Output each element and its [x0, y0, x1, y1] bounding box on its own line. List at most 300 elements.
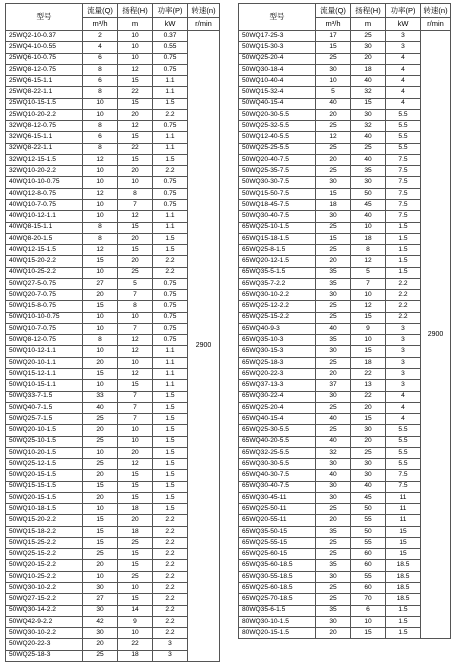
- model-cell: 65WQ35-50-15: [239, 526, 316, 537]
- power-cell: 3: [386, 42, 421, 53]
- power-cell: 1.1: [153, 346, 188, 357]
- table-row: [6, 470, 220, 481]
- flow-cell: 35: [316, 526, 351, 537]
- table-row: [239, 64, 451, 75]
- head-cell: 18: [118, 650, 153, 661]
- model-cell: 40WQ8-15-1.1: [6, 222, 83, 233]
- model-cell: 65WQ25-20-4: [239, 402, 316, 413]
- table-row: [239, 549, 451, 560]
- head-cell: 50: [351, 188, 386, 199]
- table-row: [239, 470, 451, 481]
- power-cell: 2.2: [153, 583, 188, 594]
- model-cell: 25WQ6-10-0.75: [6, 53, 83, 64]
- unit-speed: r/min: [421, 17, 451, 31]
- table-row: [6, 560, 220, 571]
- head-cell: 12: [118, 335, 153, 346]
- power-cell: 1.1: [153, 76, 188, 87]
- head-cell: 6: [351, 605, 386, 616]
- model-cell: 65WQ40-20-5.5: [239, 436, 316, 447]
- power-cell: 18.5: [386, 560, 421, 571]
- flow-cell: 10: [83, 504, 118, 515]
- model-cell: 65WQ25-50-11: [239, 504, 316, 515]
- model-cell: 50WQ15-15-1.5: [6, 481, 83, 492]
- table-row: [6, 222, 220, 233]
- table-row: [239, 87, 451, 98]
- power-cell: 3: [153, 639, 188, 650]
- flow-cell: 37: [316, 380, 351, 391]
- model-cell: 50WQ20-7-0.75: [6, 290, 83, 301]
- table-row: [239, 199, 451, 210]
- head-cell: 20: [351, 402, 386, 413]
- head-cell: 55: [351, 515, 386, 526]
- power-cell: 3: [386, 380, 421, 391]
- power-cell: 2.2: [153, 537, 188, 548]
- model-cell: 50WQ25-18-3: [6, 650, 83, 661]
- table-row: [239, 357, 451, 368]
- unit-head: m: [351, 17, 386, 31]
- flow-cell: 35: [316, 278, 351, 289]
- flow-cell: 15: [316, 42, 351, 53]
- unit-power: kW: [153, 17, 188, 31]
- power-cell: 2.2: [153, 109, 188, 120]
- head-cell: 10: [118, 53, 153, 64]
- head-cell: 18: [351, 64, 386, 75]
- flow-cell: 10: [83, 166, 118, 177]
- header-head: 扬程(H): [118, 4, 153, 18]
- power-cell: 3: [386, 31, 421, 42]
- flow-cell: 18: [316, 199, 351, 210]
- power-cell: 5.5: [386, 143, 421, 154]
- table-row: [6, 459, 220, 470]
- model-cell: 65WQ25-12-2.2: [239, 301, 316, 312]
- power-cell: 2.2: [153, 616, 188, 627]
- head-cell: 22: [118, 143, 153, 154]
- table-row: [239, 571, 451, 582]
- header-flow: 流量(Q): [316, 4, 351, 18]
- flow-cell: 6: [83, 76, 118, 87]
- table-row: [6, 583, 220, 594]
- head-cell: 15: [118, 76, 153, 87]
- table-row: [239, 515, 451, 526]
- model-cell: 50WQ30-30-7.5: [239, 177, 316, 188]
- model-cell: 50WQ33-7-1.5: [6, 391, 83, 402]
- model-cell: 65WQ25-60-18.5: [239, 583, 316, 594]
- power-cell: 0.75: [153, 335, 188, 346]
- power-cell: 3: [386, 346, 421, 357]
- head-cell: 15: [118, 549, 153, 560]
- pump-spec-table-right: [238, 3, 451, 639]
- head-cell: 10: [118, 42, 153, 53]
- head-cell: 9: [118, 616, 153, 627]
- model-cell: 50WQ10-40-4: [239, 76, 316, 87]
- table-row: [239, 605, 451, 616]
- flow-cell: 20: [316, 515, 351, 526]
- model-cell: 50WQ27-15-2.2: [6, 594, 83, 605]
- table-row: [239, 53, 451, 64]
- head-cell: 7: [118, 402, 153, 413]
- head-cell: 5: [351, 267, 386, 278]
- power-cell: 2.2: [153, 256, 188, 267]
- power-cell: 1.5: [153, 414, 188, 425]
- table-row: [6, 571, 220, 582]
- power-cell: 7.5: [386, 481, 421, 492]
- model-cell: 65WQ35-60-18.5: [239, 560, 316, 571]
- model-cell: 25WQ10-15-1.5: [6, 98, 83, 109]
- model-cell: 50WQ30-14-2.2: [6, 605, 83, 616]
- table-row: [239, 278, 451, 289]
- head-cell: 9: [351, 323, 386, 334]
- table-row: [239, 391, 451, 402]
- table-row: [6, 256, 220, 267]
- flow-cell: 15: [316, 233, 351, 244]
- head-cell: 10: [118, 312, 153, 323]
- table-row: [6, 492, 220, 503]
- flow-cell: 15: [83, 368, 118, 379]
- head-cell: 12: [118, 368, 153, 379]
- head-cell: 20: [118, 256, 153, 267]
- power-cell: 4: [386, 53, 421, 64]
- flow-cell: 15: [316, 188, 351, 199]
- table-row: [6, 357, 220, 368]
- flow-cell: 10: [83, 571, 118, 582]
- model-cell: 40WQ8-20-1.5: [6, 233, 83, 244]
- power-cell: 4: [386, 87, 421, 98]
- head-cell: 15: [351, 312, 386, 323]
- head-cell: 15: [118, 245, 153, 256]
- table-row: [6, 245, 220, 256]
- head-cell: 25: [351, 31, 386, 42]
- table-row: [239, 628, 451, 639]
- table-row: [6, 132, 220, 143]
- table-row: [6, 628, 220, 639]
- model-cell: 50WQ40-7-1.5: [6, 402, 83, 413]
- power-cell: 1.5: [386, 628, 421, 639]
- head-cell: 15: [351, 414, 386, 425]
- model-cell: 50WQ15-12-1.1: [6, 368, 83, 379]
- head-cell: 15: [118, 222, 153, 233]
- flow-cell: 8: [83, 87, 118, 98]
- flow-cell: 20: [316, 368, 351, 379]
- flow-cell: 5: [316, 87, 351, 98]
- table-row: [6, 335, 220, 346]
- power-cell: 0.37: [153, 31, 188, 42]
- table-row: [239, 256, 451, 267]
- speed-cell: 2900: [188, 31, 220, 662]
- flow-cell: 25: [316, 121, 351, 132]
- flow-cell: 10: [83, 323, 118, 334]
- table-row: [239, 143, 451, 154]
- flow-cell: 2: [83, 31, 118, 42]
- head-cell: 15: [118, 492, 153, 503]
- model-cell: 50WQ40-15-4: [239, 98, 316, 109]
- power-cell: 1.5: [153, 447, 188, 458]
- model-cell: 65WQ35-10-3: [239, 335, 316, 346]
- flow-cell: 15: [83, 481, 118, 492]
- model-cell: 65WQ25-8-1.5: [239, 245, 316, 256]
- table-row: [239, 222, 451, 233]
- head-cell: 60: [351, 583, 386, 594]
- head-cell: 15: [118, 481, 153, 492]
- head-cell: 12: [351, 301, 386, 312]
- model-cell: 65WQ40-15-4: [239, 414, 316, 425]
- model-cell: 65WQ30-45-11: [239, 492, 316, 503]
- table-row: [6, 639, 220, 650]
- power-cell: 0.75: [153, 301, 188, 312]
- table-row: [6, 166, 220, 177]
- model-cell: 50WQ30-18-4: [239, 64, 316, 75]
- head-cell: 10: [351, 335, 386, 346]
- power-cell: 4: [386, 64, 421, 75]
- flow-cell: 25: [316, 143, 351, 154]
- head-cell: 7: [118, 323, 153, 334]
- model-cell: 50WQ30-10-2.2: [6, 628, 83, 639]
- flow-cell: 20: [83, 492, 118, 503]
- flow-cell: 10: [83, 109, 118, 120]
- power-cell: 3: [153, 650, 188, 661]
- power-cell: 7.5: [386, 177, 421, 188]
- table-row: [6, 143, 220, 154]
- model-cell: 65WQ32-25-5.5: [239, 447, 316, 458]
- power-cell: 1.5: [153, 425, 188, 436]
- power-cell: 2.2: [386, 278, 421, 289]
- flow-cell: 30: [316, 459, 351, 470]
- power-cell: 0.75: [153, 64, 188, 75]
- table-row: [6, 177, 220, 188]
- head-cell: 7: [118, 290, 153, 301]
- power-cell: 7.5: [386, 166, 421, 177]
- power-cell: 0.75: [153, 323, 188, 334]
- head-cell: 7: [118, 414, 153, 425]
- head-cell: 15: [118, 98, 153, 109]
- flow-cell: 8: [83, 121, 118, 132]
- table-row: [239, 402, 451, 413]
- table-row: [6, 312, 220, 323]
- power-cell: 15: [386, 526, 421, 537]
- model-cell: 80WQ35-6-1.5: [239, 605, 316, 616]
- flow-cell: 30: [316, 177, 351, 188]
- power-cell: 1.1: [153, 87, 188, 98]
- power-cell: 2.2: [153, 549, 188, 560]
- model-cell: 50WQ20-15-1.5: [6, 470, 83, 481]
- head-cell: 70: [351, 594, 386, 605]
- flow-cell: 15: [83, 301, 118, 312]
- flow-cell: 20: [316, 628, 351, 639]
- model-cell: 50WQ10-7-0.75: [6, 323, 83, 334]
- flow-cell: 40: [316, 470, 351, 481]
- table-row: [239, 537, 451, 548]
- model-cell: 25WQ8-12-0.75: [6, 64, 83, 75]
- power-cell: 1.5: [153, 481, 188, 492]
- table-row: [6, 211, 220, 222]
- flow-cell: 25: [316, 357, 351, 368]
- model-cell: 65WQ20-12-1.5: [239, 256, 316, 267]
- table-row: [6, 504, 220, 515]
- flow-cell: 30: [316, 481, 351, 492]
- power-cell: 11: [386, 504, 421, 515]
- table-row: [6, 391, 220, 402]
- head-cell: 18: [351, 233, 386, 244]
- table-row: [239, 368, 451, 379]
- head-cell: 10: [118, 425, 153, 436]
- head-cell: 13: [351, 380, 386, 391]
- model-cell: 65WQ30-22-4: [239, 391, 316, 402]
- model-cell: 65WQ25-18-3: [239, 357, 316, 368]
- flow-cell: 15: [83, 256, 118, 267]
- flow-cell: 25: [316, 402, 351, 413]
- head-cell: 20: [118, 166, 153, 177]
- power-cell: 2.2: [153, 515, 188, 526]
- head-cell: 55: [351, 571, 386, 582]
- model-cell: 65WQ37-13-3: [239, 380, 316, 391]
- power-cell: 2.2: [153, 628, 188, 639]
- flow-cell: 15: [83, 526, 118, 537]
- table-row: [239, 594, 451, 605]
- flow-cell: 20: [83, 290, 118, 301]
- power-cell: 0.75: [153, 121, 188, 132]
- table-row: [6, 233, 220, 244]
- flow-cell: 20: [83, 357, 118, 368]
- flow-cell: 10: [83, 312, 118, 323]
- model-cell: 25WQ2-10-0.37: [6, 31, 83, 42]
- model-cell: 65WQ30-10-2.2: [239, 290, 316, 301]
- table-row: [6, 515, 220, 526]
- head-cell: 10: [118, 357, 153, 368]
- flow-cell: 25: [83, 459, 118, 470]
- head-cell: 8: [118, 188, 153, 199]
- flow-cell: 6: [83, 132, 118, 143]
- table-row: [239, 335, 451, 346]
- power-cell: 18.5: [386, 594, 421, 605]
- flow-cell: 15: [83, 537, 118, 548]
- power-cell: 2.2: [386, 312, 421, 323]
- model-cell: 50WQ25-20-4: [239, 53, 316, 64]
- model-cell: 50WQ20-22-3: [6, 639, 83, 650]
- model-cell: 25WQ8-22-1.1: [6, 87, 83, 98]
- flow-cell: 10: [83, 447, 118, 458]
- table-row: [6, 53, 220, 64]
- model-cell: 50WQ17-25-3: [239, 31, 316, 42]
- flow-cell: 20: [316, 109, 351, 120]
- power-cell: 0.75: [153, 290, 188, 301]
- model-cell: 65WQ25-30-5.5: [239, 425, 316, 436]
- head-cell: 40: [351, 481, 386, 492]
- flow-cell: 40: [83, 402, 118, 413]
- power-cell: 7.5: [386, 211, 421, 222]
- head-cell: 18: [351, 357, 386, 368]
- power-cell: 1.1: [153, 132, 188, 143]
- power-cell: 1.5: [153, 402, 188, 413]
- table-row: [239, 76, 451, 87]
- model-cell: 40WQ10-25-2.2: [6, 267, 83, 278]
- table-row: [239, 233, 451, 244]
- flow-cell: 20: [316, 154, 351, 165]
- table-row: [239, 109, 451, 120]
- head-cell: 32: [351, 87, 386, 98]
- flow-cell: 25: [316, 245, 351, 256]
- model-cell: 40WQ10-12-1.1: [6, 211, 83, 222]
- header-flow: 流量(Q): [83, 4, 118, 18]
- power-cell: 1.5: [386, 616, 421, 627]
- table-row: [6, 481, 220, 492]
- power-cell: 1.1: [153, 211, 188, 222]
- header-power: 功率(P): [386, 4, 421, 18]
- model-cell: 65WQ25-60-15: [239, 549, 316, 560]
- flow-cell: 30: [83, 583, 118, 594]
- table-row: [239, 414, 451, 425]
- table-row: [239, 211, 451, 222]
- table-row: [239, 447, 451, 458]
- model-cell: 50WQ15-32-4: [239, 87, 316, 98]
- speed-cell: 2900: [421, 31, 451, 639]
- power-cell: 1.5: [153, 391, 188, 402]
- head-cell: 20: [118, 233, 153, 244]
- flow-cell: 12: [83, 154, 118, 165]
- table-row: [239, 481, 451, 492]
- power-cell: 3: [386, 335, 421, 346]
- flow-cell: 25: [316, 425, 351, 436]
- head-cell: 22: [351, 391, 386, 402]
- head-cell: 25: [351, 143, 386, 154]
- flow-cell: 17: [316, 31, 351, 42]
- power-cell: 4: [386, 402, 421, 413]
- power-cell: 2.2: [153, 166, 188, 177]
- table-row: [239, 154, 451, 165]
- flow-cell: 25: [316, 583, 351, 594]
- head-cell: 20: [351, 53, 386, 64]
- head-cell: 15: [351, 628, 386, 639]
- table-row: [239, 42, 451, 53]
- model-cell: 50WQ15-8-0.75: [6, 301, 83, 312]
- table-row: [6, 436, 220, 447]
- flow-cell: 35: [316, 267, 351, 278]
- power-cell: 1.5: [153, 459, 188, 470]
- flow-cell: 25: [316, 312, 351, 323]
- flow-cell: 25: [316, 504, 351, 515]
- model-cell: 50WQ15-30-3: [239, 42, 316, 53]
- unit-speed: r/min: [188, 17, 220, 31]
- model-cell: 50WQ25-35-7.5: [239, 166, 316, 177]
- table-row: [239, 98, 451, 109]
- flow-cell: 35: [316, 335, 351, 346]
- head-cell: 22: [118, 639, 153, 650]
- model-cell: 50WQ20-10-1.1: [6, 357, 83, 368]
- flow-cell: 8: [83, 233, 118, 244]
- table-row: [239, 188, 451, 199]
- flow-cell: 10: [83, 211, 118, 222]
- head-cell: 15: [118, 594, 153, 605]
- power-cell: 0.55: [153, 42, 188, 53]
- head-cell: 32: [351, 121, 386, 132]
- power-cell: 1.5: [386, 233, 421, 244]
- head-cell: 15: [118, 154, 153, 165]
- flow-cell: 40: [316, 98, 351, 109]
- flow-cell: 30: [83, 628, 118, 639]
- flow-cell: 40: [316, 323, 351, 334]
- flow-cell: 10: [83, 380, 118, 391]
- flow-cell: 25: [316, 301, 351, 312]
- model-cell: 50WQ8-12-0.75: [6, 335, 83, 346]
- head-cell: 30: [351, 459, 386, 470]
- flow-cell: 10: [83, 199, 118, 210]
- flow-cell: 30: [83, 605, 118, 616]
- power-cell: 1.5: [153, 504, 188, 515]
- unit-flow: m³/h: [316, 17, 351, 31]
- model-cell: 50WQ25-12-1.5: [6, 459, 83, 470]
- model-cell: 50WQ42-9-2.2: [6, 616, 83, 627]
- power-cell: 2.2: [153, 267, 188, 278]
- table-row: [6, 76, 220, 87]
- power-cell: 1.5: [153, 492, 188, 503]
